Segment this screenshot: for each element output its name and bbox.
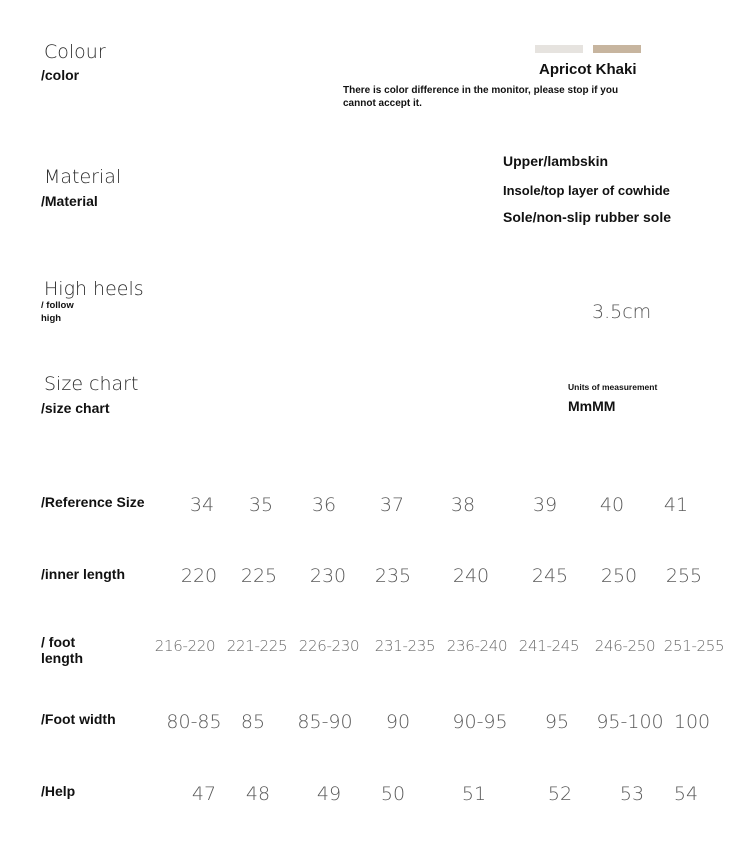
- table-cell: 50: [380, 783, 406, 805]
- table-cell: 90-95: [452, 711, 508, 733]
- table-cell: 48: [245, 783, 271, 805]
- apricot-swatch: [535, 45, 583, 53]
- size-chart-subtitle: /size chart: [41, 400, 110, 416]
- table-cell: 90: [385, 711, 411, 733]
- material-upper: Upper/lambskin: [503, 153, 609, 169]
- table-cell: 221-225: [226, 637, 288, 655]
- colour-subtitle: /color: [41, 67, 80, 83]
- table-cell: 95: [544, 711, 570, 733]
- table-row-label: /Foot width: [41, 711, 116, 727]
- table-cell: 51: [461, 783, 487, 805]
- table-cell: 225: [240, 565, 278, 587]
- table-cell: 53: [619, 783, 645, 805]
- table-cell: 34: [189, 494, 215, 516]
- table-cell: 85-90: [297, 711, 353, 733]
- table-cell: 36: [311, 494, 337, 516]
- table-cell: 38: [450, 494, 476, 516]
- table-cell: 246-250: [594, 637, 656, 655]
- table-cell: 236-240: [446, 637, 508, 655]
- material-subtitle: /Material: [41, 193, 98, 209]
- units-label: Units of measurement: [568, 382, 658, 392]
- material-sole: Sole/non-slip rubber sole: [503, 209, 672, 225]
- khaki-swatch: [593, 45, 641, 53]
- table-row-label: /inner length: [41, 566, 125, 582]
- table-cell: 41: [663, 494, 689, 516]
- material-insole: Insole/top layer of cowhide: [503, 183, 670, 198]
- table-cell: 39: [532, 494, 558, 516]
- colour-note: There is color difference in the monitor, please stop if you cannot accept it.: [343, 85, 619, 109]
- table-cell: 54: [673, 783, 699, 805]
- table-cell: 235: [374, 565, 412, 587]
- table-cell: 251-255: [663, 637, 725, 655]
- table-cell: 49: [316, 783, 342, 805]
- table-cell: 85: [240, 711, 266, 733]
- table-cell: 250: [600, 565, 638, 587]
- table-cell: 241-245: [518, 637, 580, 655]
- table-cell: 245: [531, 565, 569, 587]
- colour-value: Apricot Khaki: [539, 61, 637, 78]
- heels-value: 3.5cm: [592, 301, 652, 323]
- table-cell: 52: [547, 783, 573, 805]
- table-cell: 226-230: [298, 637, 360, 655]
- table-cell: 80-85: [166, 711, 222, 733]
- heels-title: High heels: [44, 278, 144, 300]
- heels-subtitle: / follow high: [41, 300, 74, 324]
- colour-title: Colour: [44, 41, 106, 63]
- table-cell: 35: [248, 494, 274, 516]
- table-cell: 220: [180, 565, 218, 587]
- table-cell: 100: [673, 711, 711, 733]
- table-row-label: / foot length: [41, 634, 83, 666]
- table-cell: 95-100: [596, 711, 664, 733]
- table-row-label: /Help: [41, 783, 76, 799]
- table-row-label: /Reference Size: [41, 494, 145, 510]
- material-title: Material: [44, 166, 122, 188]
- units-value: MmMM: [568, 398, 616, 414]
- table-cell: 231-235: [374, 637, 436, 655]
- table-cell: 255: [665, 565, 703, 587]
- table-cell: 37: [379, 494, 405, 516]
- table-cell: 240: [452, 565, 490, 587]
- table-cell: 230: [309, 565, 347, 587]
- table-cell: 40: [599, 494, 625, 516]
- table-cell: 47: [191, 783, 217, 805]
- size-chart-title: Size chart: [44, 373, 139, 395]
- table-cell: 216-220: [154, 637, 216, 655]
